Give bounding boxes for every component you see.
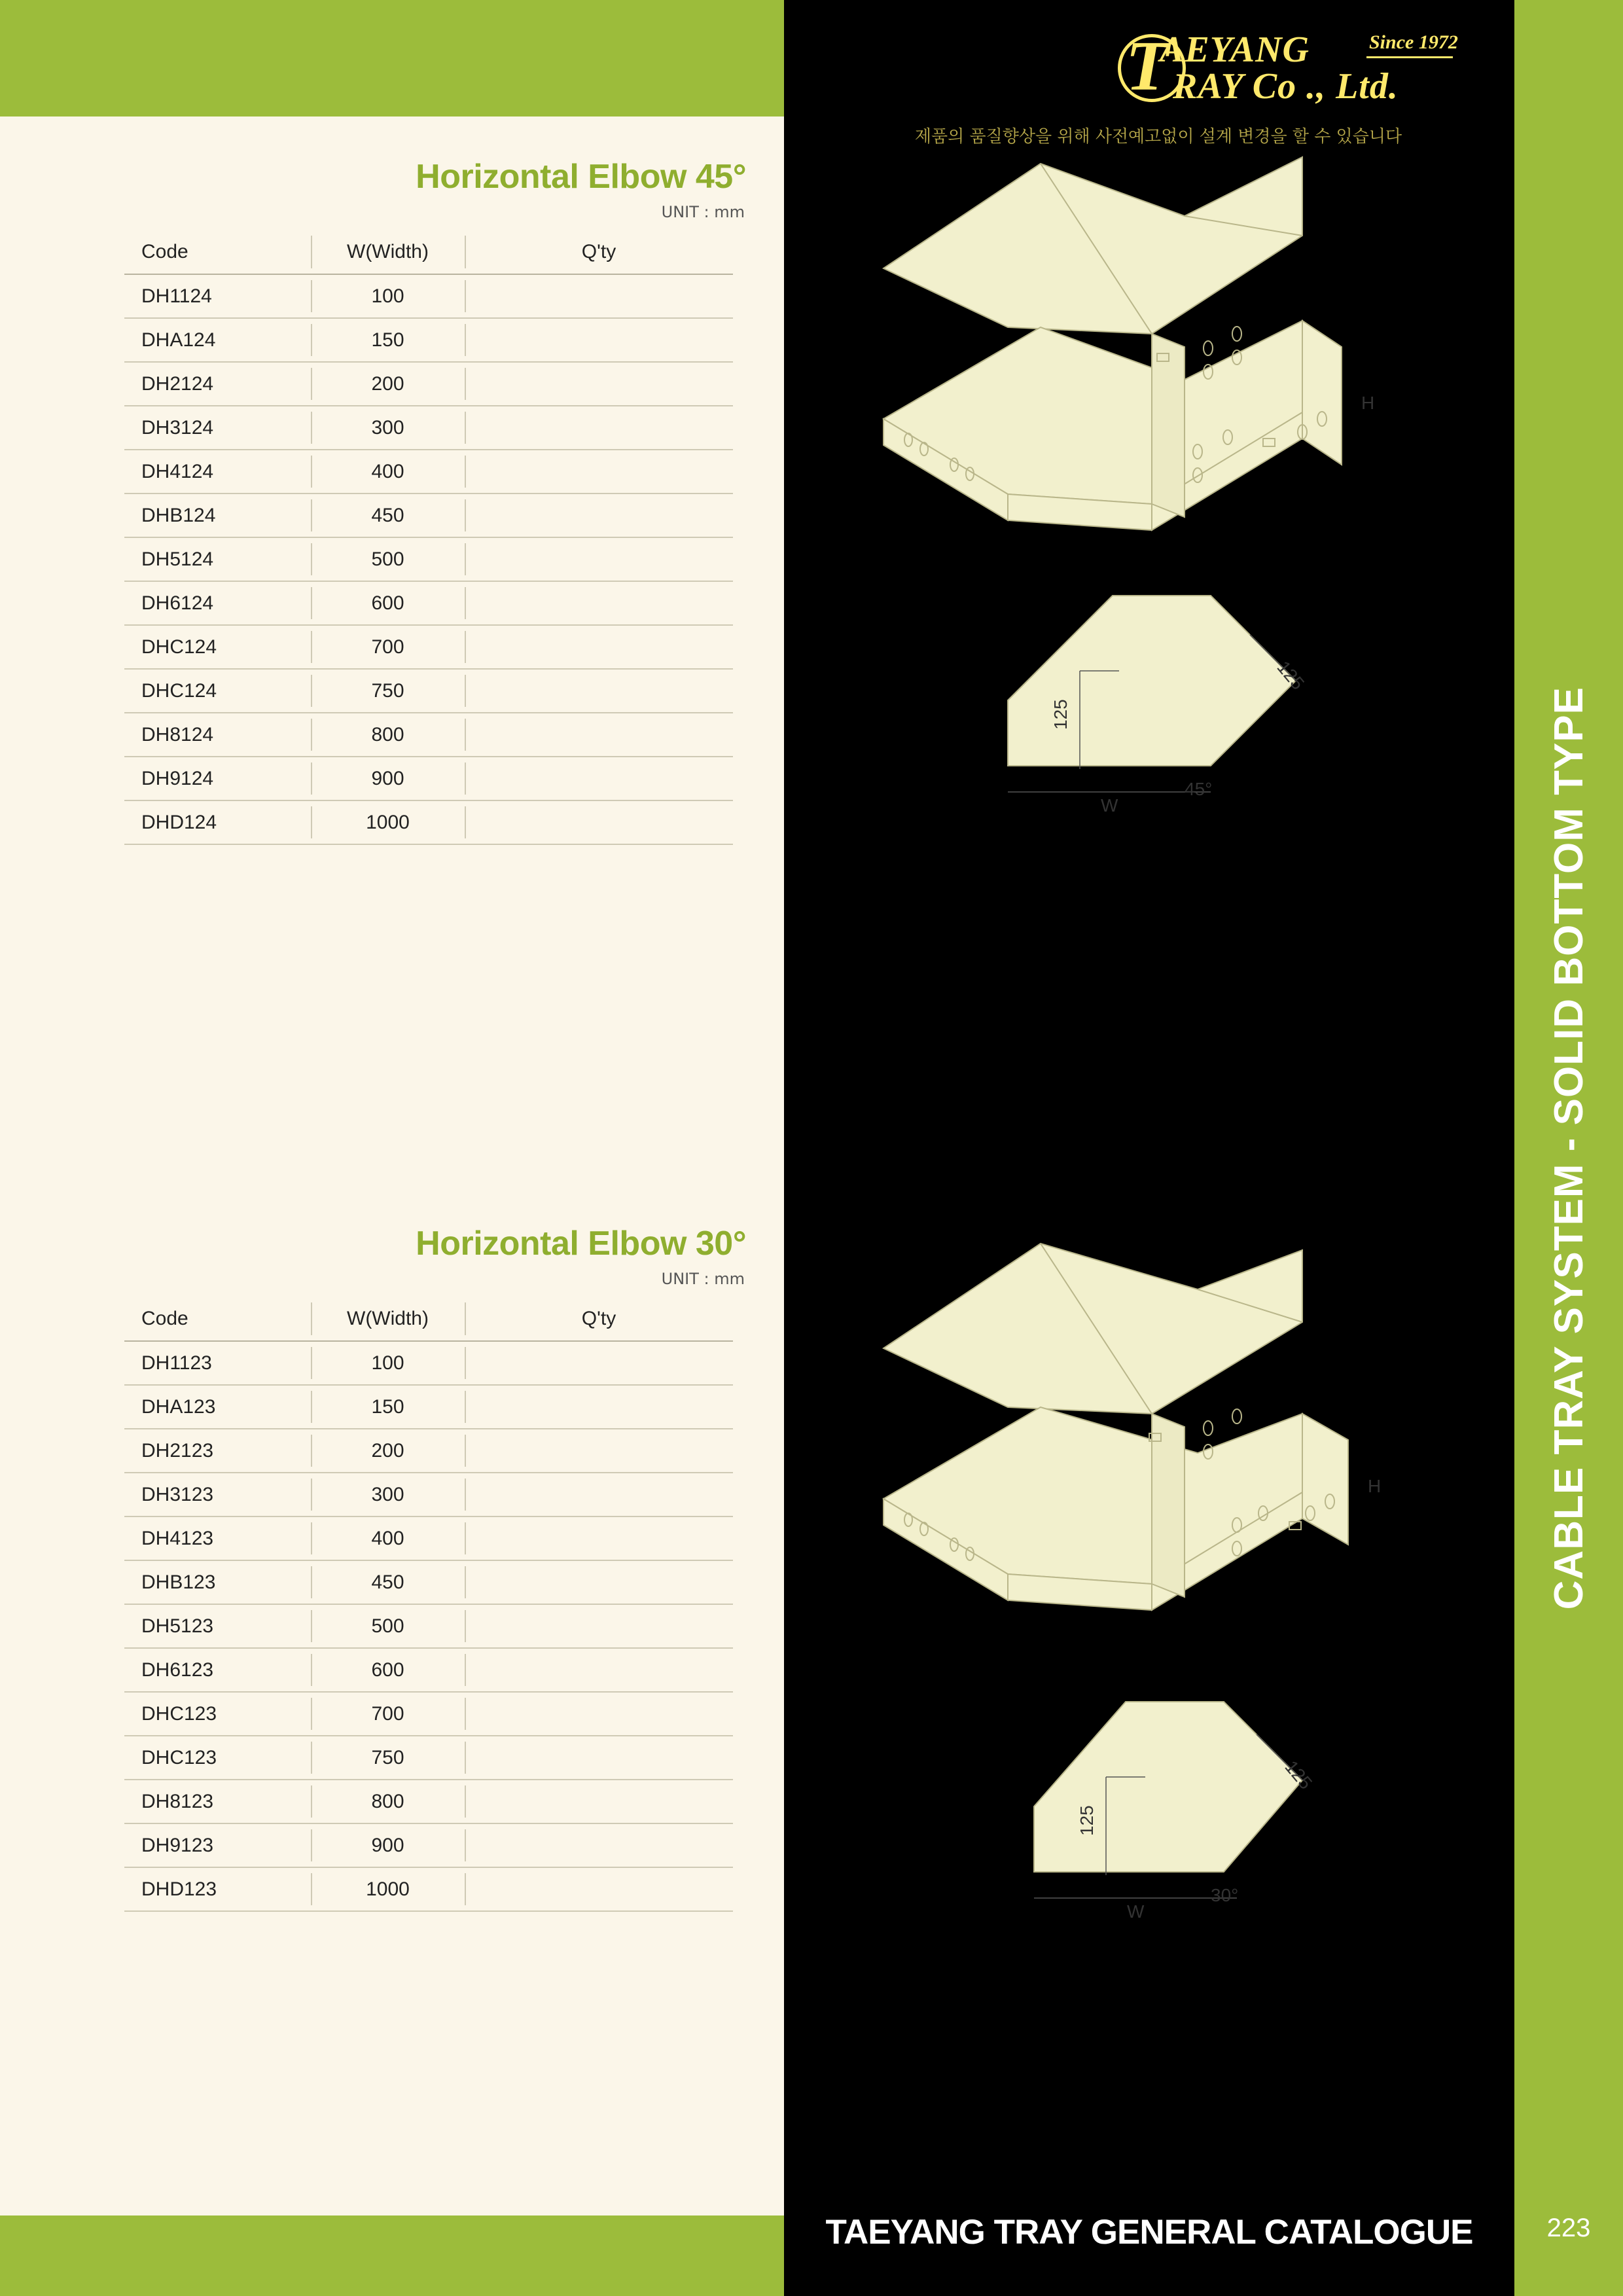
table-row bbox=[124, 1736, 733, 1780]
cell-qty bbox=[465, 1736, 733, 1780]
column-header-code: Code bbox=[124, 230, 311, 274]
cell-width: 700 bbox=[311, 625, 465, 669]
table-row bbox=[124, 1560, 733, 1604]
cell-qty bbox=[465, 1823, 733, 1867]
table-row bbox=[124, 757, 733, 800]
spec-table-30 bbox=[124, 1297, 733, 1912]
cell-code: DH9124 bbox=[124, 757, 311, 800]
table-row bbox=[124, 1516, 733, 1560]
cell-code: DH6123 bbox=[124, 1648, 311, 1692]
table-row bbox=[124, 1648, 733, 1692]
illustration-elbow-30 bbox=[844, 1217, 1459, 2153]
spec-section-elbow-45 bbox=[124, 157, 753, 845]
table-row bbox=[124, 1692, 733, 1736]
cell-width: 1000 bbox=[311, 1867, 465, 1911]
cell-code: DH8123 bbox=[124, 1780, 311, 1823]
label-angle: 30° bbox=[1211, 1885, 1239, 1905]
top-green-band bbox=[0, 0, 784, 117]
cell-code: DH9123 bbox=[124, 1823, 311, 1867]
table-row bbox=[124, 1823, 733, 1867]
cell-code: DHA123 bbox=[124, 1385, 311, 1429]
table-row bbox=[124, 1385, 733, 1429]
table-row bbox=[124, 669, 733, 713]
section-title: Horizontal Elbow 45° bbox=[416, 158, 746, 196]
cell-qty bbox=[465, 1780, 733, 1823]
cell-code: DH8124 bbox=[124, 713, 311, 757]
cell-width: 300 bbox=[311, 406, 465, 450]
section-tab bbox=[1514, 0, 1623, 2296]
cell-qty bbox=[465, 800, 733, 844]
table-row bbox=[124, 450, 733, 493]
label-radius-b: 125 bbox=[1273, 656, 1309, 694]
cell-code: DH6124 bbox=[124, 581, 311, 625]
cell-width: 450 bbox=[311, 1560, 465, 1604]
cell-qty bbox=[465, 757, 733, 800]
logo-since-text: Since 1972 bbox=[1369, 31, 1458, 53]
label-radius-a: 125 bbox=[1050, 699, 1071, 730]
cell-width: 750 bbox=[311, 1736, 465, 1780]
cell-qty bbox=[465, 1867, 733, 1911]
table-header-row bbox=[124, 230, 733, 274]
bottom-green-band bbox=[0, 2215, 784, 2296]
label-radius-a: 125 bbox=[1077, 1805, 1097, 1836]
cell-width: 100 bbox=[311, 274, 465, 318]
cell-code: DHC123 bbox=[124, 1736, 311, 1780]
cell-width: 800 bbox=[311, 713, 465, 757]
cell-code: DH4124 bbox=[124, 450, 311, 493]
table-row bbox=[124, 1341, 733, 1385]
table-row bbox=[124, 625, 733, 669]
cell-width: 1000 bbox=[311, 800, 465, 844]
cell-code: DHC123 bbox=[124, 1692, 311, 1736]
cell-width: 200 bbox=[311, 362, 465, 406]
column-header-width: W(Width) bbox=[311, 230, 465, 274]
logo-line-2: RAY Co ., Ltd. bbox=[1173, 66, 1399, 107]
cell-width: 600 bbox=[311, 1648, 465, 1692]
cell-code: DH3123 bbox=[124, 1473, 311, 1516]
cell-qty bbox=[465, 1385, 733, 1429]
cell-code: DHC124 bbox=[124, 669, 311, 713]
label-width: W bbox=[1127, 1901, 1145, 1922]
cell-width: 800 bbox=[311, 1780, 465, 1823]
cell-width: 400 bbox=[311, 1516, 465, 1560]
cell-width: 150 bbox=[311, 1385, 465, 1429]
cell-qty bbox=[465, 1560, 733, 1604]
cell-code: DHC124 bbox=[124, 625, 311, 669]
section-title: Horizontal Elbow 30° bbox=[416, 1225, 746, 1263]
cell-width: 900 bbox=[311, 757, 465, 800]
label-width: W bbox=[1101, 795, 1118, 816]
table-row bbox=[124, 1780, 733, 1823]
column-header-width: W(Width) bbox=[311, 1297, 465, 1341]
section-unit: UNIT : mm bbox=[661, 203, 745, 221]
cell-code: DH5123 bbox=[124, 1604, 311, 1648]
cell-qty bbox=[465, 1341, 733, 1385]
cell-qty bbox=[465, 669, 733, 713]
cell-code: DH3124 bbox=[124, 406, 311, 450]
cell-qty bbox=[465, 1516, 733, 1560]
design-change-notice: 제품의 품질향상을 위해 사전예고없이 설계 변경을 할 수 있습니다 bbox=[914, 127, 1402, 147]
page-number: 223 bbox=[1546, 2214, 1591, 2242]
cell-code: DHA124 bbox=[124, 318, 311, 362]
cell-code: DHD123 bbox=[124, 1867, 311, 1911]
cell-code: DH2123 bbox=[124, 1429, 311, 1473]
cell-width: 100 bbox=[311, 1341, 465, 1385]
spec-section-elbow-30 bbox=[124, 1224, 753, 1912]
table-row bbox=[124, 318, 733, 362]
cell-width: 450 bbox=[311, 493, 465, 537]
cell-width: 500 bbox=[311, 1604, 465, 1648]
section-unit: UNIT : mm bbox=[661, 1270, 745, 1288]
cell-width: 600 bbox=[311, 581, 465, 625]
cell-qty bbox=[465, 450, 733, 493]
footer-title: TAEYANG TRAY GENERAL CATALOGUE bbox=[825, 2213, 1473, 2251]
table-row bbox=[124, 1867, 733, 1911]
cell-code: DH1124 bbox=[124, 274, 311, 318]
column-header-qty: Q'ty bbox=[465, 1297, 733, 1341]
table-row bbox=[124, 362, 733, 406]
cell-code: DH2124 bbox=[124, 362, 311, 406]
cell-qty bbox=[465, 1429, 733, 1473]
cell-width: 900 bbox=[311, 1823, 465, 1867]
table-row bbox=[124, 274, 733, 318]
cell-qty bbox=[465, 1692, 733, 1736]
cell-code: DH5124 bbox=[124, 537, 311, 581]
cell-qty bbox=[465, 318, 733, 362]
label-radius-b: 125 bbox=[1281, 1756, 1317, 1793]
cell-code: DH4123 bbox=[124, 1516, 311, 1560]
table-row bbox=[124, 1604, 733, 1648]
cell-code: DHD124 bbox=[124, 800, 311, 844]
label-angle: 45° bbox=[1185, 779, 1213, 799]
table-row bbox=[124, 800, 733, 844]
cell-width: 750 bbox=[311, 669, 465, 713]
cell-qty bbox=[465, 713, 733, 757]
cell-qty bbox=[465, 581, 733, 625]
table-header-row bbox=[124, 1297, 733, 1341]
cell-qty bbox=[465, 362, 733, 406]
company-logo bbox=[1113, 27, 1479, 106]
cell-qty bbox=[465, 537, 733, 581]
cell-code: DHB124 bbox=[124, 493, 311, 537]
cell-qty bbox=[465, 1648, 733, 1692]
illustration-elbow-45 bbox=[844, 137, 1459, 1073]
table-row bbox=[124, 1473, 733, 1516]
table-row bbox=[124, 537, 733, 581]
table-row bbox=[124, 581, 733, 625]
spec-table-45 bbox=[124, 230, 733, 845]
cell-code: DHB123 bbox=[124, 1560, 311, 1604]
table-row bbox=[124, 493, 733, 537]
label-height: H bbox=[1368, 1476, 1382, 1496]
column-header-code: Code bbox=[124, 1297, 311, 1341]
cell-code: DH1123 bbox=[124, 1341, 311, 1385]
cell-width: 200 bbox=[311, 1429, 465, 1473]
table-row bbox=[124, 1429, 733, 1473]
logo-letter: T bbox=[1126, 27, 1169, 105]
section-tab-label: CABLE TRAY SYSTEM - SOLID BOTTOM TYPE bbox=[1546, 686, 1592, 1610]
table-row bbox=[124, 713, 733, 757]
cell-width: 300 bbox=[311, 1473, 465, 1516]
cell-width: 400 bbox=[311, 450, 465, 493]
cell-width: 500 bbox=[311, 537, 465, 581]
cell-width: 700 bbox=[311, 1692, 465, 1736]
cell-qty bbox=[465, 625, 733, 669]
cell-qty bbox=[465, 1604, 733, 1648]
label-height: H bbox=[1361, 393, 1375, 413]
cell-qty bbox=[465, 493, 733, 537]
cell-qty bbox=[465, 1473, 733, 1516]
cell-qty bbox=[465, 406, 733, 450]
cell-qty bbox=[465, 274, 733, 318]
cell-width: 150 bbox=[311, 318, 465, 362]
table-row bbox=[124, 406, 733, 450]
logo-underline bbox=[1366, 56, 1453, 58]
logo-line-1: AEYANG bbox=[1160, 29, 1310, 70]
column-header-qty: Q'ty bbox=[465, 230, 733, 274]
